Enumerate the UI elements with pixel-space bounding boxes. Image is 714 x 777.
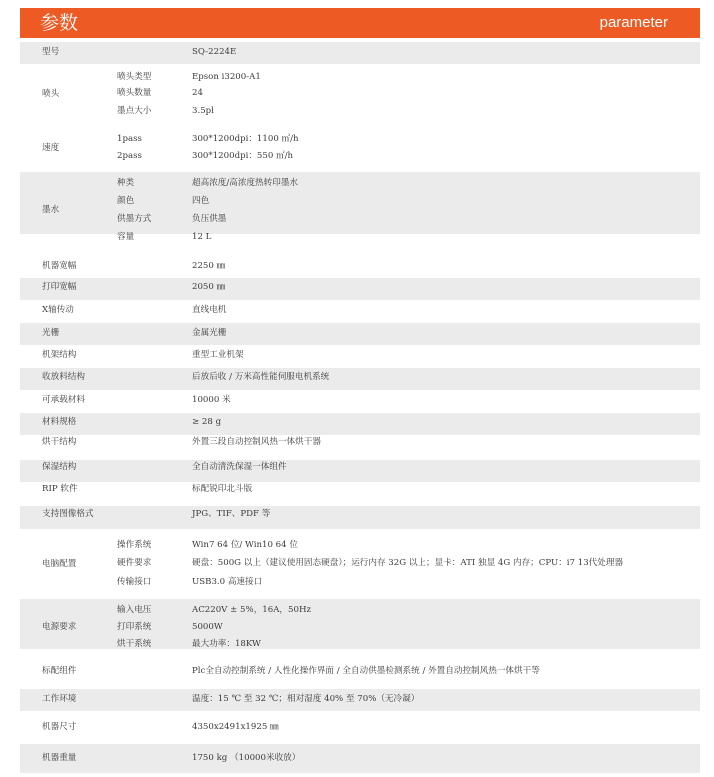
table-row <box>20 124 700 170</box>
row-value: 后放后收 / 万米高性能伺服电机系统 <box>192 372 330 382</box>
table-row <box>20 323 700 345</box>
row-sub-label: 硬件要求 <box>117 558 152 568</box>
header-title-en: parameter <box>599 14 668 31</box>
row-value: 4350x2491x1925 ㎜ <box>192 722 279 732</box>
table-row <box>20 368 700 390</box>
row-value: 直线电机 <box>192 305 227 315</box>
row-label: 保湿结构 <box>42 462 77 472</box>
row-value: 最大功率：18KW <box>192 639 261 649</box>
row-value: 负压供墨 <box>192 214 227 224</box>
table-row <box>20 256 700 278</box>
row-label: 型号 <box>42 47 60 57</box>
row-label: 速度 <box>42 142 60 153</box>
row-value: 1750 kg （10000米收放） <box>192 753 301 763</box>
table-row <box>20 689 700 711</box>
table-row <box>20 346 700 368</box>
row-value: 10000 米 <box>192 395 231 405</box>
row-label: X轴传动 <box>42 305 74 315</box>
row-value: AC220V ± 5%，16A，50Hz <box>192 605 311 615</box>
row-value: 2050 ㎜ <box>192 282 226 292</box>
row-label: 电源要求 <box>42 622 77 632</box>
row-value: 24 <box>192 88 203 98</box>
row-sub-label: 墨点大小 <box>117 106 152 116</box>
row-label: 烘干结构 <box>42 437 77 447</box>
table-row <box>20 460 700 482</box>
row-value: 硬盘：500G 以上（建议使用固态硬盘）；运行内存 32G 以上；显卡：ATI 独显 4G 内存；CPU：i7 13代处理器 <box>192 558 624 568</box>
row-sub-label: 传输接口 <box>117 577 152 587</box>
row-sub-label: 喷头类型 <box>117 72 152 82</box>
row-value: 超高浓度/高浓度热转印墨水 <box>192 178 299 188</box>
row-value: 外置三段自动控制风热一体烘干器 <box>192 437 321 447</box>
row-sub-label: 输入电压 <box>117 605 152 615</box>
row-label: 收放料结构 <box>42 372 85 382</box>
row-value: 2250 ㎜ <box>192 261 226 271</box>
row-label: 标配组件 <box>42 666 77 676</box>
row-sub-label: 容量 <box>117 232 135 242</box>
row-label: 机器宽幅 <box>42 261 77 271</box>
row-label: 材料规格 <box>42 417 77 427</box>
row-value: 5000W <box>192 622 223 632</box>
row-label: RIP 软件 <box>42 484 78 494</box>
row-value: Epson i3200-A1 <box>192 72 261 82</box>
row-value: 300*1200dpi：1100 ㎡/h <box>192 134 299 144</box>
table-row <box>20 506 700 529</box>
row-label: 机器尺寸 <box>42 722 77 732</box>
row-value: 3.5pl <box>192 106 214 116</box>
row-value: 标配锐印北斗版 <box>192 484 253 494</box>
row-value: 全自动清洗保湿一体组件 <box>192 462 287 472</box>
row-sub-label: 供墨方式 <box>117 214 152 224</box>
header-bar <box>20 8 700 38</box>
table-row <box>20 278 700 300</box>
row-value: 四色 <box>192 196 210 206</box>
row-value: 12 L <box>192 232 212 242</box>
table-row <box>20 744 700 773</box>
table-row <box>20 172 700 242</box>
row-label: 工作环境 <box>42 694 77 704</box>
row-value: Plc全自动控制系统 / 人性化操作界面 / 全自动供墨检测系统 / 外置自动控制风热一体烘干等 <box>192 666 540 676</box>
table-row <box>20 599 700 649</box>
table-row <box>20 529 700 597</box>
row-sub-label: 1pass <box>117 134 142 144</box>
row-value: 重型工业机架 <box>192 350 244 360</box>
row-label: 支持图像格式 <box>42 509 94 519</box>
table-row <box>20 66 700 122</box>
row-label: 打印宽幅 <box>42 282 77 292</box>
row-value: SQ-2224E <box>192 47 237 57</box>
row-value: 300*1200dpi：550 ㎡/h <box>192 151 294 161</box>
row-sub-label: 颜色 <box>117 196 135 206</box>
row-sub-label: 喷头数量 <box>117 88 152 98</box>
row-label: 喷头 <box>42 89 60 99</box>
table-row <box>20 651 700 687</box>
table-row <box>20 482 700 506</box>
table-row <box>20 42 700 64</box>
table-row <box>20 435 700 460</box>
row-sub-label: 烘干系统 <box>117 639 152 649</box>
row-label: 墨水 <box>42 205 60 215</box>
row-value: 金属光栅 <box>192 328 227 338</box>
row-value: 温度：15 ℃ 至 32 ℃；相对湿度 40% 至 70%（无冷凝） <box>192 694 420 704</box>
row-value: Win7 64 位/ Win10 64 位 <box>192 540 298 550</box>
row-label: 机架结构 <box>42 350 77 360</box>
row-sub-label: 2pass <box>117 151 142 161</box>
table-row <box>20 301 700 323</box>
row-sub-label: 种类 <box>117 178 135 188</box>
row-label: 光栅 <box>42 328 60 338</box>
table-row <box>20 391 700 413</box>
row-value: ≥ 28 g <box>192 417 222 427</box>
row-label: 电脑配置 <box>42 558 77 569</box>
table-row <box>20 413 700 435</box>
row-sub-label: 操作系统 <box>117 540 152 550</box>
header-title-cn: 参数 <box>40 12 79 34</box>
row-label: 可承载材料 <box>42 395 85 405</box>
row-value: JPG、TIF、PDF 等 <box>192 509 271 519</box>
row-value: USB3.0 高速接口 <box>192 577 263 587</box>
table-row <box>20 712 700 741</box>
row-label: 机器重量 <box>42 753 77 763</box>
row-sub-label: 打印系统 <box>117 622 152 632</box>
